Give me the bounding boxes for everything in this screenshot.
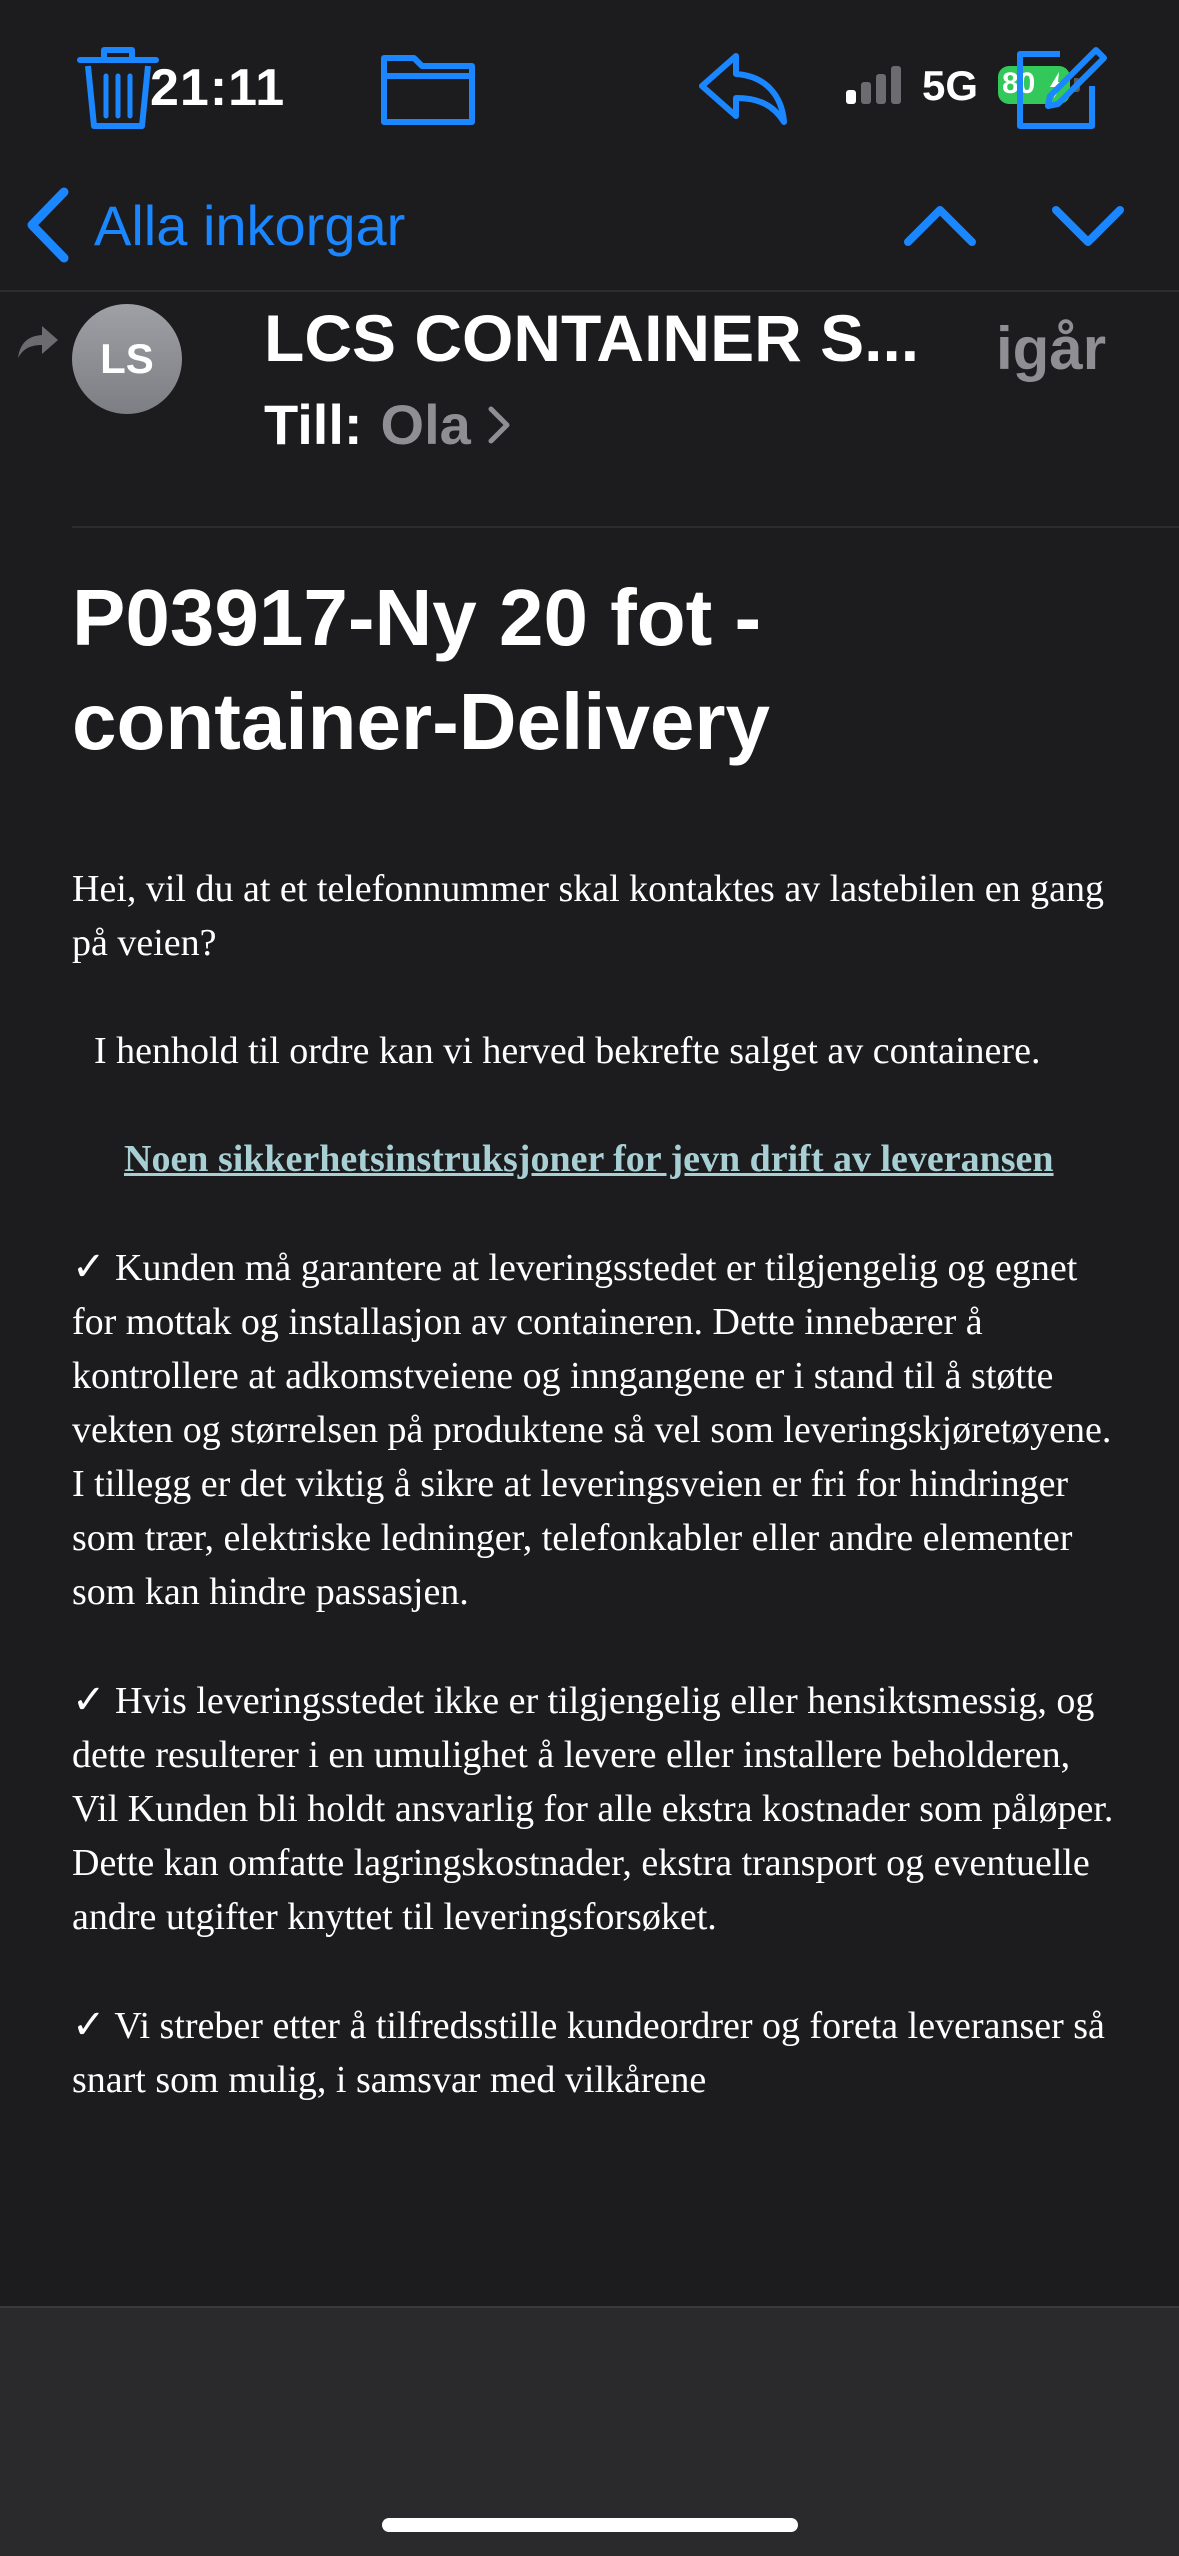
previous-message-button[interactable] [900,190,980,260]
message-date: igår [996,315,1107,382]
reply-icon [692,36,792,136]
paragraph-text: Hvis leveringsstedet ikke er tilgjengelig eller hensiktsmessig, og dette resulterer i en umulighet å levere eller installere beholderen, Vil Kunden bli holdt ansvarlig for alle ekstra kostnader som påløper. Dette kan omfatte lagringskostnader, ekstra transport og eventuelle andre utgifter knyttet til leveringsforsøket. [72,1680,1114,1938]
message-header [0,292,1179,522]
delete-button[interactable] [68,36,168,136]
chevron-left-icon [24,186,72,264]
message-subject: P03917-Ny 20 fot -container-Delivery [72,573,771,766]
body-paragraph [72,1673,1122,1944]
body-paragraph: I henhold til ordre kan vi herved bekrefte salget av containere. [94,1030,1041,1072]
paragraph-text: Vi streber etter å tilfredsstille kundeordrer og foreta leveranser så snart som mulig, i samsvar med vilkårene [72,2005,1105,2101]
paragraph-text: Kunden må garantere at leveringsstedet er tilgjengelig og egnet for mottak og installasjon av containeren. Dette innebærer å kontrollere at adkomstveiene og inngangene er i stand til å støtte vekten og størrelsen på produktene så vel som leveringskjøretøyene. I tillegg er det viktig å sikre at leveringsveien er fri for hindringer som trær, elektriske ledninger, telefonkabler eller andre elementer som kan hindre passasjen. [72,1247,1112,1613]
move-to-folder-button[interactable] [378,36,478,136]
check-mark: ✓ [72,1244,106,1290]
recipients-row[interactable] [264,392,513,457]
trash-icon [68,36,168,136]
divider [72,526,1179,528]
check-mark: ✓ [72,1677,106,1723]
recipient-name: Ola [380,393,471,456]
chevron-up-icon [900,190,980,260]
instructions-heading-link[interactable]: Noen sikkerhetsinstruksjoner for jevn drift av leveransen [124,1138,1054,1180]
nav-bar [0,160,1179,290]
chevron-right-icon [485,403,513,447]
compose-button[interactable] [1010,36,1110,136]
sender-name[interactable]: LCS CONTAINER S... [264,301,920,375]
message-body [72,862,1122,2161]
battery-level: 80 [1002,67,1036,100]
folder-icon [378,36,478,136]
network-type: 5G [922,62,979,109]
body-paragraph [72,1998,1122,2107]
forwarded-icon [16,322,60,362]
body-paragraph [72,1240,1122,1619]
check-mark: ✓ [72,2002,106,2048]
home-indicator[interactable] [382,2518,798,2532]
body-paragraph: Hei, vil du at et telefonnummer skal kontaktes av lastebilen en gang på veien? [72,868,1105,964]
compose-icon [1010,36,1110,136]
to-label: Till: [264,393,363,456]
back-label: Alla inkorgar [94,193,406,257]
back-button[interactable] [24,180,405,270]
reply-button[interactable] [692,36,792,136]
status-time: 21:11 [150,59,286,117]
chevron-down-icon [1048,190,1128,260]
avatar[interactable]: LS [72,304,182,414]
cellular-signal-icon [846,64,906,104]
status-bar [0,0,1179,160]
next-message-button[interactable] [1048,190,1128,260]
